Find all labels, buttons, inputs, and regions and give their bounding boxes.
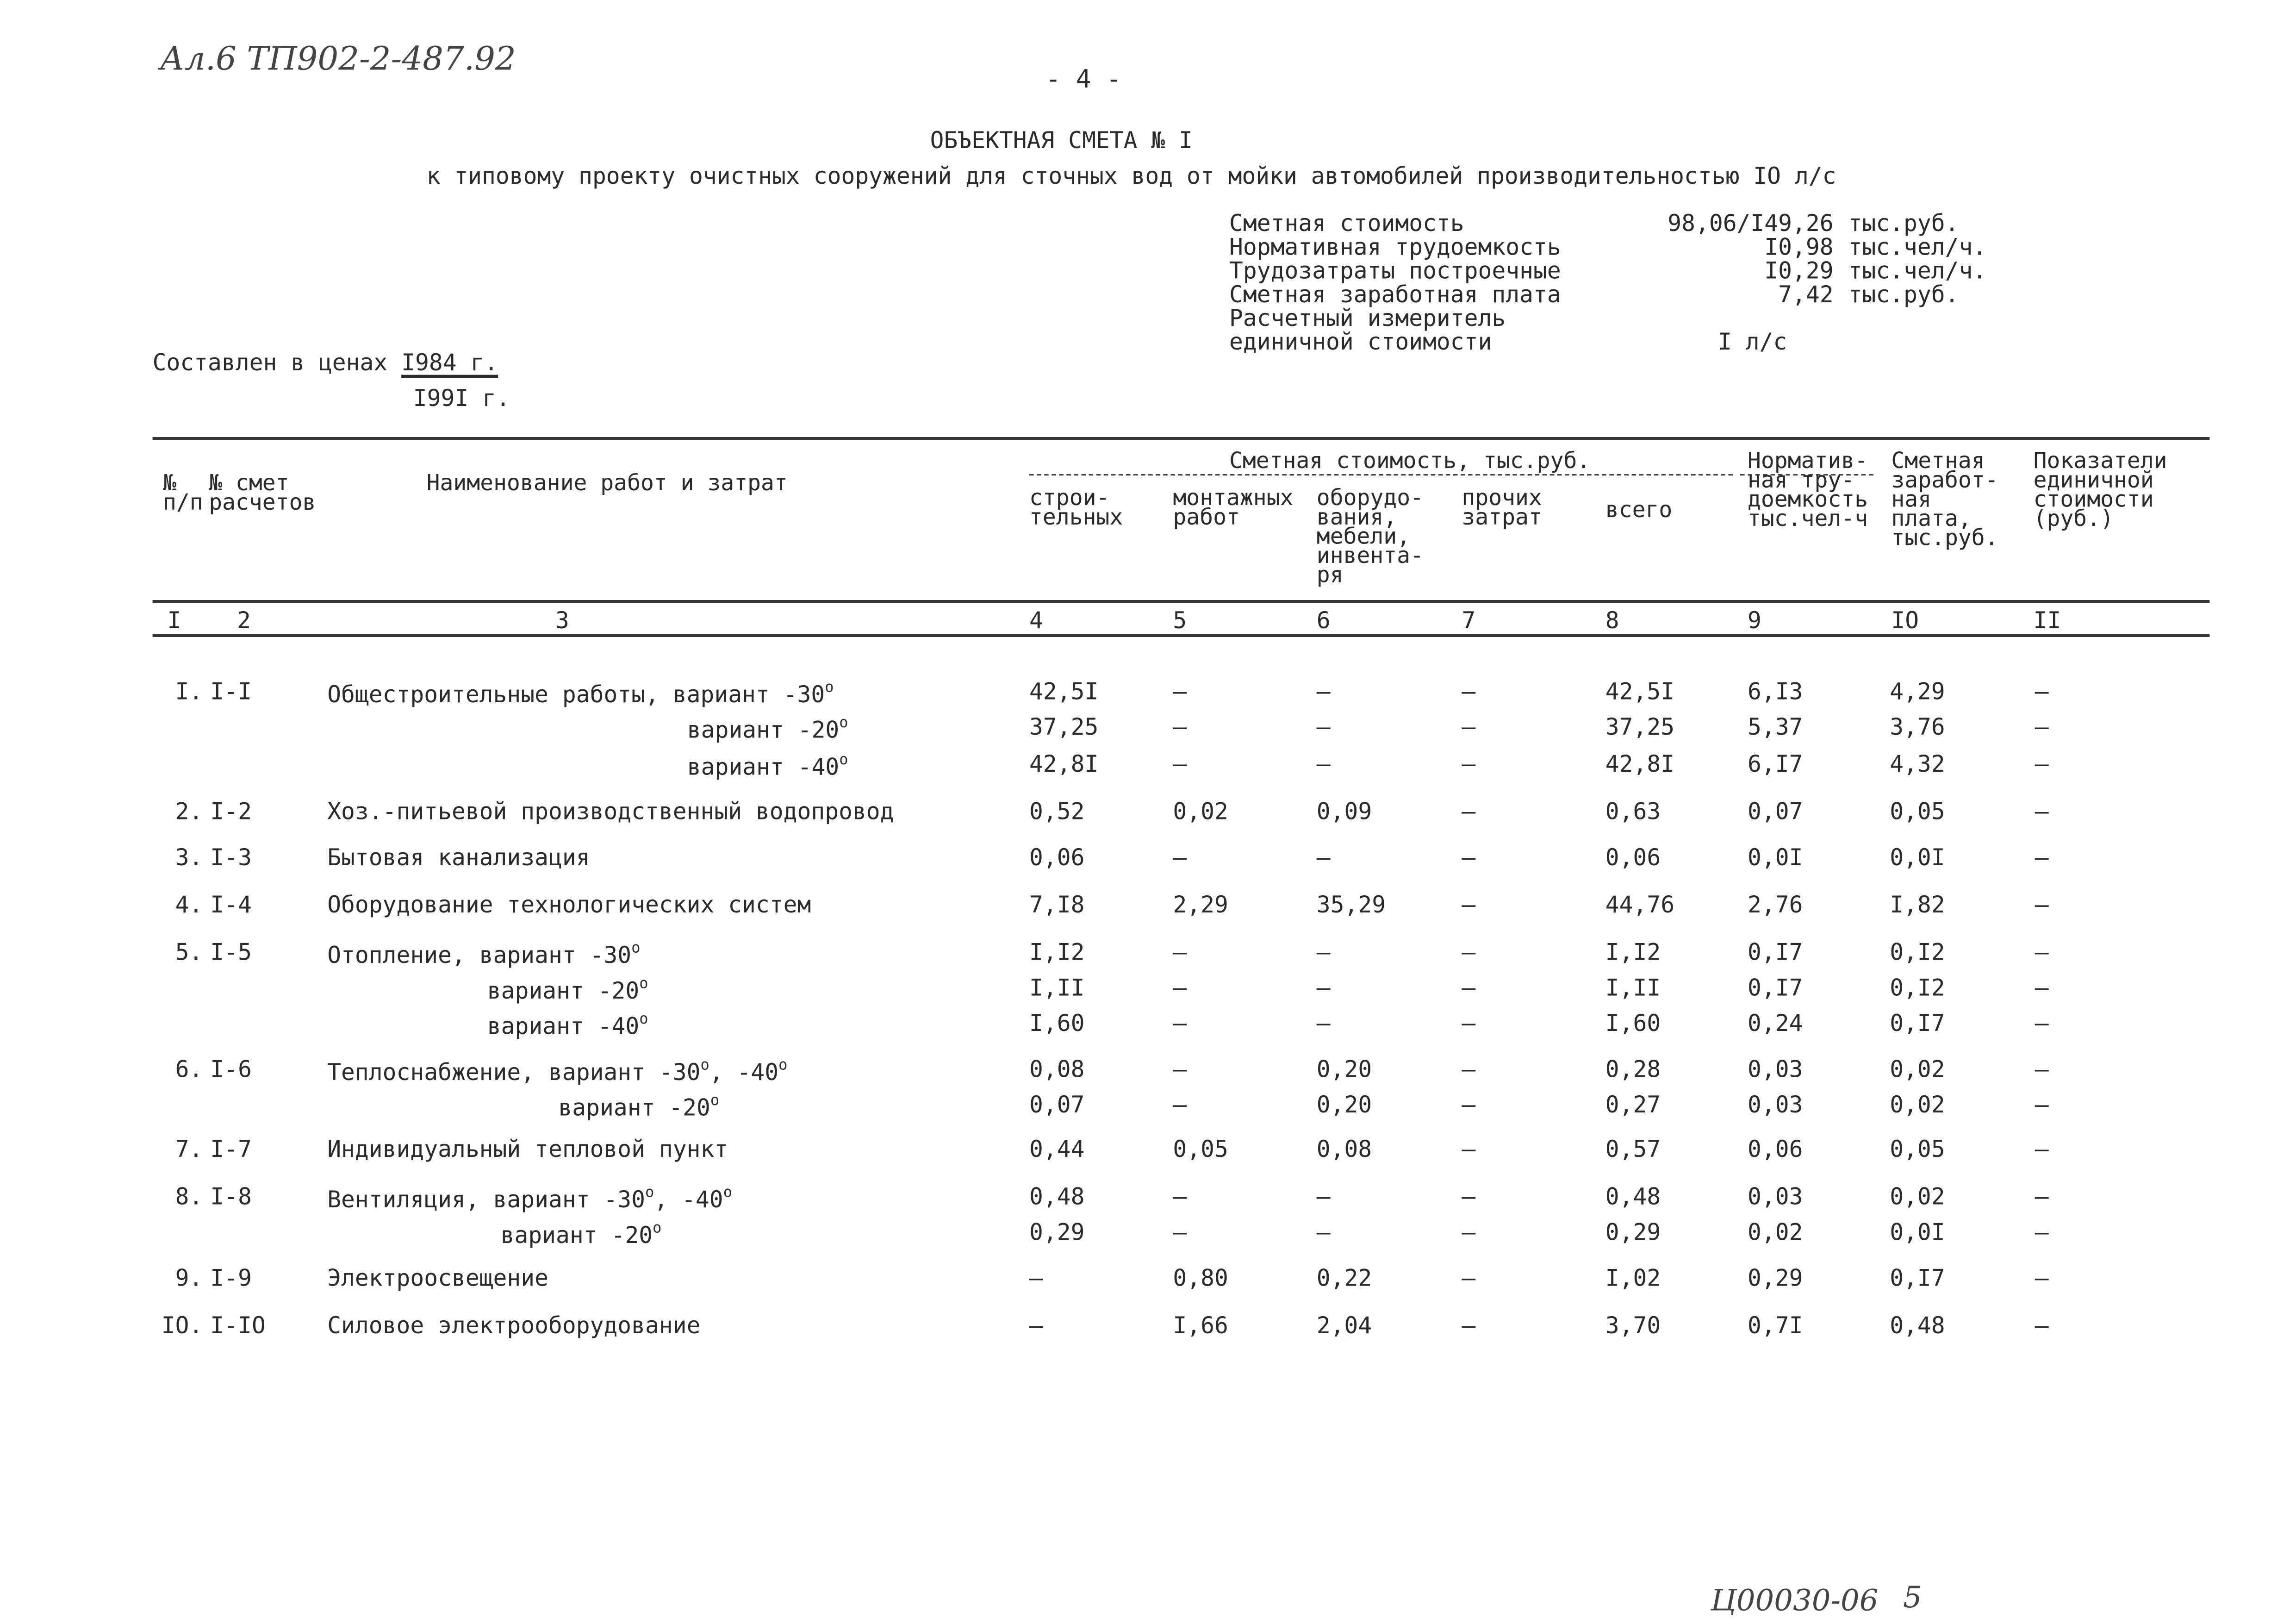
cell-c5: – <box>1173 1010 1187 1037</box>
cell-c5: – <box>1173 1056 1187 1083</box>
degree-mark: о <box>645 1185 654 1202</box>
row-calc-ref: I-6 <box>210 1056 252 1083</box>
cell-c7: – <box>1462 1136 1476 1163</box>
cell-c8: 44,76 <box>1605 892 1675 918</box>
cell-c10: 4,32 <box>1890 751 1945 778</box>
cell-c6: – <box>1316 714 1331 741</box>
cell-c6: 0,22 <box>1316 1265 1372 1292</box>
row-calc-ref: I-4 <box>210 892 252 918</box>
group-header-rule <box>1029 474 1733 475</box>
cell-c6: 2,04 <box>1316 1312 1372 1339</box>
header-c8: всего <box>1605 496 1673 523</box>
header-c9: Норматив- ная тру- доемкость тыс.чел-ч <box>1748 447 1868 532</box>
cell-c6: – <box>1316 974 1331 1002</box>
cell-c11: – <box>2035 678 2049 706</box>
cell-c8: 37,25 <box>1605 714 1675 741</box>
degree-mark: о <box>710 1093 720 1110</box>
row-number: 6. <box>175 1056 203 1083</box>
column-number: 5 <box>1173 607 1187 634</box>
cell-c11: – <box>2035 714 2049 741</box>
summary-label: Сметная заработная плата <box>1229 281 1561 308</box>
cell-c5: – <box>1173 714 1187 741</box>
row-name-text: вариант -20 <box>558 1094 710 1122</box>
page-subtitle: к типовому проекту очистных сооружений для сточных вод от мойки автомобилей производительностью IO л/с <box>426 163 1836 190</box>
cell-c4: I,II <box>1029 974 1085 1002</box>
column-number: 9 <box>1748 607 1761 634</box>
degree-mark: о <box>839 752 848 769</box>
cell-c11: – <box>2035 1183 2049 1211</box>
row-number: 4. <box>175 892 203 918</box>
row-name <box>327 1312 701 1339</box>
cell-c5: – <box>1173 751 1187 778</box>
cell-c8: 0,06 <box>1605 844 1661 871</box>
summary-value: 98,06/I49,26 <box>1668 210 1834 237</box>
summary-unit: тыс.руб. <box>1848 281 1959 308</box>
row-name-text: вариант -20 <box>487 978 640 1005</box>
cell-c8: 0,63 <box>1605 798 1661 825</box>
cell-c11: – <box>2035 939 2049 966</box>
row-calc-ref: I-8 <box>210 1183 252 1211</box>
column-number: I <box>167 607 181 634</box>
cell-c6: – <box>1316 751 1331 778</box>
cell-c7: – <box>1462 1312 1476 1339</box>
row-calc-ref: I-7 <box>210 1136 252 1163</box>
cell-c10: 0,I7 <box>1890 1010 1945 1037</box>
cell-c10: I,82 <box>1890 892 1945 918</box>
cell-c4: – <box>1029 1312 1043 1339</box>
cell-c9: 6,I7 <box>1748 751 1803 778</box>
column-number: 3 <box>555 607 569 634</box>
row-number: 5. <box>175 939 203 966</box>
cell-c7: – <box>1462 1183 1476 1211</box>
row-name-text: вариант -20 <box>687 717 840 744</box>
column-number: 2 <box>237 607 251 634</box>
row-name-text: Оборудование технологических систем <box>327 892 811 918</box>
cell-c5: – <box>1173 974 1187 1002</box>
cell-c9: 2,76 <box>1748 892 1803 918</box>
cell-c10: 0,I2 <box>1890 974 1945 1002</box>
cell-c6: – <box>1316 844 1331 871</box>
cell-c4: 7,I8 <box>1029 892 1085 918</box>
cell-c8: 0,28 <box>1605 1056 1661 1083</box>
header-group: Сметная стоимость, тыс.руб. <box>1229 447 1591 474</box>
row-name-text: Индивидуальный тепловой пункт <box>327 1136 728 1163</box>
row-name <box>327 844 590 871</box>
table-top-rule <box>153 437 2210 440</box>
row-name-text: Хоз.-питьевой производственный водопровод <box>327 798 894 825</box>
cell-c8: I,60 <box>1605 1010 1661 1037</box>
summary-label: Трудозатраты построечные <box>1229 257 1561 285</box>
cell-c10: 0,05 <box>1890 798 1945 825</box>
summary-label: Сметная стоимость <box>1229 210 1464 237</box>
row-number: IO. <box>161 1312 203 1339</box>
row-name-text: Отопление, вариант -30 <box>327 942 632 969</box>
cell-c4: 0,07 <box>1029 1092 1085 1118</box>
cell-c8: 0,27 <box>1605 1092 1661 1118</box>
row-name-tail: , -40 <box>709 1059 779 1086</box>
row-name-text: вариант -40 <box>687 754 840 781</box>
summary-unit: тыс.руб. <box>1848 210 1959 237</box>
summary-label: Расчетный измеритель <box>1229 305 1506 332</box>
cell-c6: 0,20 <box>1316 1092 1372 1118</box>
row-name-text: Силовое электрооборудование <box>327 1312 701 1339</box>
cell-c4: 42,5I <box>1029 678 1099 706</box>
cell-c10: 4,29 <box>1890 678 1945 706</box>
cell-c7: – <box>1462 714 1476 741</box>
row-name <box>327 798 894 825</box>
cell-c7: – <box>1462 678 1476 706</box>
cell-c5: – <box>1173 1219 1187 1246</box>
row-name-text: Вентиляция, вариант -30 <box>327 1187 646 1213</box>
row-name <box>327 1059 787 1085</box>
cell-c9: 0,0I <box>1748 844 1803 871</box>
row-name <box>487 1013 648 1039</box>
cell-c10: 0,I7 <box>1890 1265 1945 1292</box>
header-c11: Показатели единичной стоимости (руб.) <box>2033 447 2167 532</box>
row-name-text: Общестроительные работы, вариант -30 <box>327 681 825 708</box>
cell-c7: – <box>1462 939 1476 966</box>
cell-c4: I,60 <box>1029 1010 1085 1037</box>
cell-c7: – <box>1462 1010 1476 1037</box>
degree-mark: о <box>631 941 641 957</box>
summary-unit: тыс.чел/ч. <box>1848 234 1987 261</box>
cell-c6: – <box>1316 678 1331 706</box>
cell-c9: 0,I7 <box>1748 939 1803 966</box>
row-name <box>327 1187 732 1212</box>
row-number: 9. <box>175 1265 203 1292</box>
cell-c5: I,66 <box>1173 1312 1228 1339</box>
cell-c4: 0,48 <box>1029 1183 1085 1211</box>
column-number: 6 <box>1316 607 1331 634</box>
column-number: IO <box>1891 607 1919 634</box>
degree-mark: о <box>778 1057 788 1074</box>
header-c5: монтажных работ <box>1173 484 1294 531</box>
header-c4: строи- тельных <box>1029 484 1123 531</box>
row-name <box>327 942 640 968</box>
degree-mark: о <box>639 1012 648 1028</box>
cell-c4: 0,52 <box>1029 798 1085 825</box>
cell-c10: 0,0I <box>1890 844 1945 871</box>
cell-c11: – <box>2035 1312 2049 1339</box>
cell-c6: 0,09 <box>1316 798 1372 825</box>
row-calc-ref: I-3 <box>210 844 252 871</box>
page-title: ОБЪЕКТНАЯ СМЕТА № I <box>930 127 1193 154</box>
row-number: 3. <box>175 844 203 871</box>
cell-c5: 0,80 <box>1173 1265 1228 1292</box>
cell-c10: 0,02 <box>1890 1056 1945 1083</box>
cell-c10: 0,02 <box>1890 1092 1945 1118</box>
cell-c4: 0,29 <box>1029 1219 1085 1246</box>
row-name <box>327 892 811 918</box>
cell-c10: 0,02 <box>1890 1183 1945 1211</box>
cell-c9: 0,06 <box>1748 1136 1803 1163</box>
cell-c10: 0,I2 <box>1890 939 1945 966</box>
row-number: I. <box>175 678 203 706</box>
row-calc-ref: I-9 <box>210 1265 252 1292</box>
cell-c9: 6,I3 <box>1748 678 1803 706</box>
summary-value: I0,29 <box>1764 257 1834 285</box>
row-name-text: Бытовая канализация <box>327 844 590 871</box>
cell-c6: – <box>1316 1183 1331 1211</box>
row-name-text: Теплоснабжение, вариант -30 <box>327 1059 701 1086</box>
cell-c9: 0,7I <box>1748 1312 1803 1339</box>
cell-c6: 0,20 <box>1316 1056 1372 1083</box>
cell-c9: 0,02 <box>1748 1219 1803 1246</box>
cell-c9: 0,03 <box>1748 1056 1803 1083</box>
column-number: 4 <box>1029 607 1043 634</box>
handwritten-footer-page: 5 <box>1903 1579 1922 1615</box>
summary-value: I л/с <box>1718 329 1787 356</box>
summary-label: единичной стоимости <box>1229 329 1492 356</box>
cell-c9: 5,37 <box>1748 714 1803 741</box>
degree-mark: о <box>825 680 834 696</box>
row-name <box>327 1265 548 1292</box>
col-numbers-rule <box>153 634 2210 637</box>
row-name-tail: , -40 <box>654 1187 723 1213</box>
cell-c8: 42,8I <box>1605 751 1675 778</box>
handwritten-footer-code: Ц00030-06 <box>1711 1582 1879 1618</box>
cell-c9: 0,I7 <box>1748 974 1803 1002</box>
row-name <box>558 1095 719 1121</box>
row-name <box>687 717 848 743</box>
cell-c8: 0,29 <box>1605 1219 1661 1246</box>
cell-c11: – <box>2035 751 2049 778</box>
cell-c11: – <box>2035 844 2049 871</box>
row-number: 8. <box>175 1183 203 1211</box>
cell-c8: 3,70 <box>1605 1312 1661 1339</box>
row-calc-ref: I-IO <box>210 1312 266 1339</box>
cell-c10: 0,0I <box>1890 1219 1945 1246</box>
cell-c8: 0,57 <box>1605 1136 1661 1163</box>
cell-c10: 0,05 <box>1890 1136 1945 1163</box>
cell-c9: 0,03 <box>1748 1092 1803 1118</box>
row-calc-ref: I-5 <box>210 939 252 966</box>
cell-c11: – <box>2035 798 2049 825</box>
header-c10: Сметная заработ- ная плата, тыс.руб. <box>1891 447 1998 551</box>
cell-c5: 2,29 <box>1173 892 1228 918</box>
cell-c4: 0,08 <box>1029 1056 1085 1083</box>
degree-mark: о <box>839 715 848 732</box>
header-num: № п/п <box>163 469 203 516</box>
cell-c9: 0,07 <box>1748 798 1803 825</box>
cell-c6: 0,08 <box>1316 1136 1372 1163</box>
cell-c11: – <box>2035 1056 2049 1083</box>
row-number: 7. <box>175 1136 203 1163</box>
header-name: Наименование работ и затрат <box>426 469 788 496</box>
row-name-text: вариант -20 <box>500 1222 653 1249</box>
row-name <box>501 1222 662 1248</box>
cell-c11: – <box>2035 974 2049 1002</box>
header-c6: оборудо- вания, мебели, инвента- ря <box>1316 484 1424 588</box>
row-number: 2. <box>175 798 203 825</box>
cell-c7: – <box>1462 1265 1476 1292</box>
cell-c5: – <box>1173 678 1187 706</box>
cell-c8: I,I2 <box>1605 939 1661 966</box>
cell-c5: – <box>1173 1092 1187 1118</box>
cell-c7: – <box>1462 1092 1476 1118</box>
degree-mark: о <box>639 976 648 993</box>
cell-c7: – <box>1462 974 1476 1002</box>
row-calc-ref: I-2 <box>210 798 252 825</box>
row-calc-ref: I-I <box>210 678 252 706</box>
row-name-text: Электроосвещение <box>327 1265 548 1292</box>
header-bottom-rule <box>153 600 2210 602</box>
cell-c4: – <box>1029 1265 1043 1292</box>
prices-label: Составлен в ценах <box>152 350 388 376</box>
cell-c9: 0,24 <box>1748 1010 1803 1037</box>
prices-year-1984: I984 г. <box>401 350 498 376</box>
row-name-text: вариант -40 <box>487 1013 640 1040</box>
prices-year-1991: I99I г. <box>413 385 510 412</box>
cell-c8: 0,48 <box>1605 1183 1661 1211</box>
cell-c7: – <box>1462 1056 1476 1083</box>
cell-c7: – <box>1462 844 1476 871</box>
cell-c5: 0,02 <box>1173 798 1228 825</box>
cell-c8: 42,5I <box>1605 678 1675 706</box>
page-number: - 4 - <box>1045 65 1121 95</box>
column-number: 7 <box>1462 607 1476 634</box>
cell-c4: I,I2 <box>1029 939 1085 966</box>
header-calc: № смет расчетов <box>209 469 316 516</box>
cell-c5: 0,05 <box>1173 1136 1228 1163</box>
cell-c5: – <box>1173 1183 1187 1211</box>
cell-c4: 0,06 <box>1029 844 1085 871</box>
cell-c5: – <box>1173 939 1187 966</box>
cell-c11: – <box>2035 1265 2049 1292</box>
cell-c11: – <box>2035 1092 2049 1118</box>
row-name <box>687 754 848 780</box>
row-name <box>327 681 834 707</box>
cell-c4: 42,8I <box>1029 751 1099 778</box>
cell-c5: – <box>1173 844 1187 871</box>
header-c7: прочих затрат <box>1462 484 1542 531</box>
cell-c7: – <box>1462 892 1476 918</box>
degree-mark: о <box>723 1185 732 1202</box>
cell-c9: 0,29 <box>1748 1265 1803 1292</box>
cell-c8: I,02 <box>1605 1265 1661 1292</box>
handwritten-doc-code: Ал.6 ТП902-2-487.92 <box>160 41 516 79</box>
cell-c10: 0,48 <box>1890 1312 1945 1339</box>
row-name <box>327 1136 728 1163</box>
column-number: II <box>2033 607 2061 634</box>
cell-c4: 0,44 <box>1029 1136 1085 1163</box>
summary-value: 7,42 <box>1778 281 1834 308</box>
summary-label: Нормативная трудоемкость <box>1229 234 1561 261</box>
cell-c6: 35,29 <box>1316 892 1386 918</box>
cell-c9: 0,03 <box>1748 1183 1803 1211</box>
cell-c7: – <box>1462 798 1476 825</box>
row-name <box>487 978 648 1004</box>
cell-c6: – <box>1316 1219 1331 1246</box>
cell-c7: – <box>1462 1219 1476 1246</box>
cell-c11: – <box>2035 1219 2049 1246</box>
column-number: 8 <box>1605 607 1619 634</box>
cell-c4: 37,25 <box>1029 714 1099 741</box>
prices-line <box>152 350 498 376</box>
cell-c6: – <box>1316 1010 1331 1037</box>
cell-c7: – <box>1462 751 1476 778</box>
degree-mark: о <box>653 1220 662 1237</box>
cell-c10: 3,76 <box>1890 714 1945 741</box>
cell-c6: – <box>1316 939 1331 966</box>
cell-c11: – <box>2035 1136 2049 1163</box>
cell-c11: – <box>2035 892 2049 918</box>
summary-unit: тыс.чел/ч. <box>1848 257 1987 285</box>
summary-value: I0,98 <box>1764 234 1834 261</box>
cell-c11: – <box>2035 1010 2049 1037</box>
degree-mark: о <box>700 1057 709 1074</box>
cell-c8: I,II <box>1605 974 1661 1002</box>
